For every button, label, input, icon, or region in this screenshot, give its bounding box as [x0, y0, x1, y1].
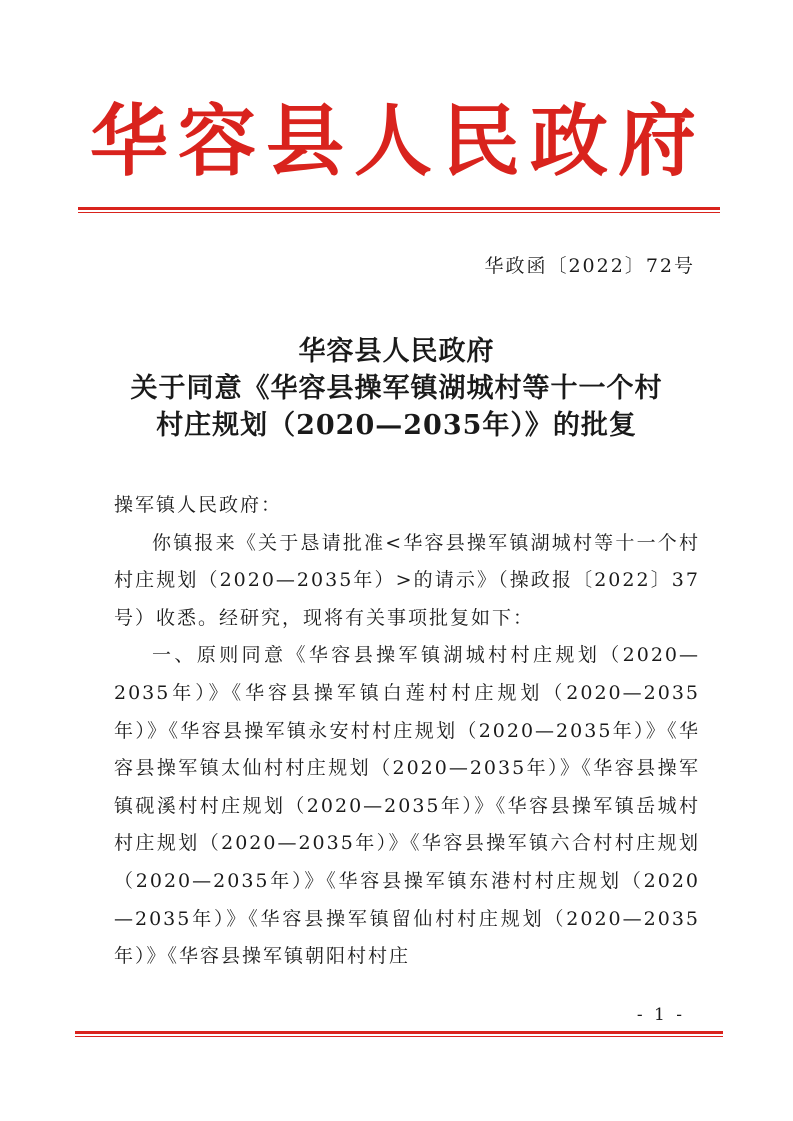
- document-body: [114, 487, 700, 976]
- footer-red-rule: [75, 1031, 723, 1034]
- salutation: 操军镇人民政府：: [114, 494, 283, 516]
- issuer-masthead: 华容县人民政府: [89, 96, 706, 187]
- body-paragraph: 一、原则同意《华容县操军镇湖城村村庄规划（2020—2035年）》《华容县操军镇白莲村村庄规划（2020—2035年）》《华容县操军镇永安村村庄规划（2020—2035年）》《华容县操军镇太仙村村庄规划（2020—2035年）》《华容县操军镇砚溪村村庄规划（2020—2035年）》《华容县操军镇岳城村村庄规划（2020—2035年）》《华容县操军镇六合村村庄规划（2020—2035年）》《华容县操军镇东港村村庄规划（2020—2035年）》《华容县操军镇留仙村村庄规划（2020—2035年）》《华容县操军镇朝阳村村庄: [114, 644, 700, 968]
- title-line-1: 华容县人民政府: [298, 336, 495, 367]
- header-red-rule-thin: [78, 212, 720, 213]
- title-line-3: 村庄规划（2020—2035年）》的批复: [156, 410, 637, 441]
- footer-red-rule-thin: [75, 1036, 723, 1037]
- title-line-2: 关于同意《华容县操军镇湖城村等十一个村: [130, 373, 663, 404]
- document-number: 华政函〔2022〕72号: [484, 255, 695, 277]
- header-red-rule: [78, 207, 720, 210]
- document-title: [70, 333, 723, 444]
- body-paragraph: 你镇报来《关于恳请批准<华容县操军镇湖城村等十一个村村庄规划（2020—2035年）>的请示》（操政报〔2022〕37号）收悉。经研究，现将有关事项批复如下：: [114, 531, 700, 629]
- page-number: - 1 -: [636, 1005, 685, 1025]
